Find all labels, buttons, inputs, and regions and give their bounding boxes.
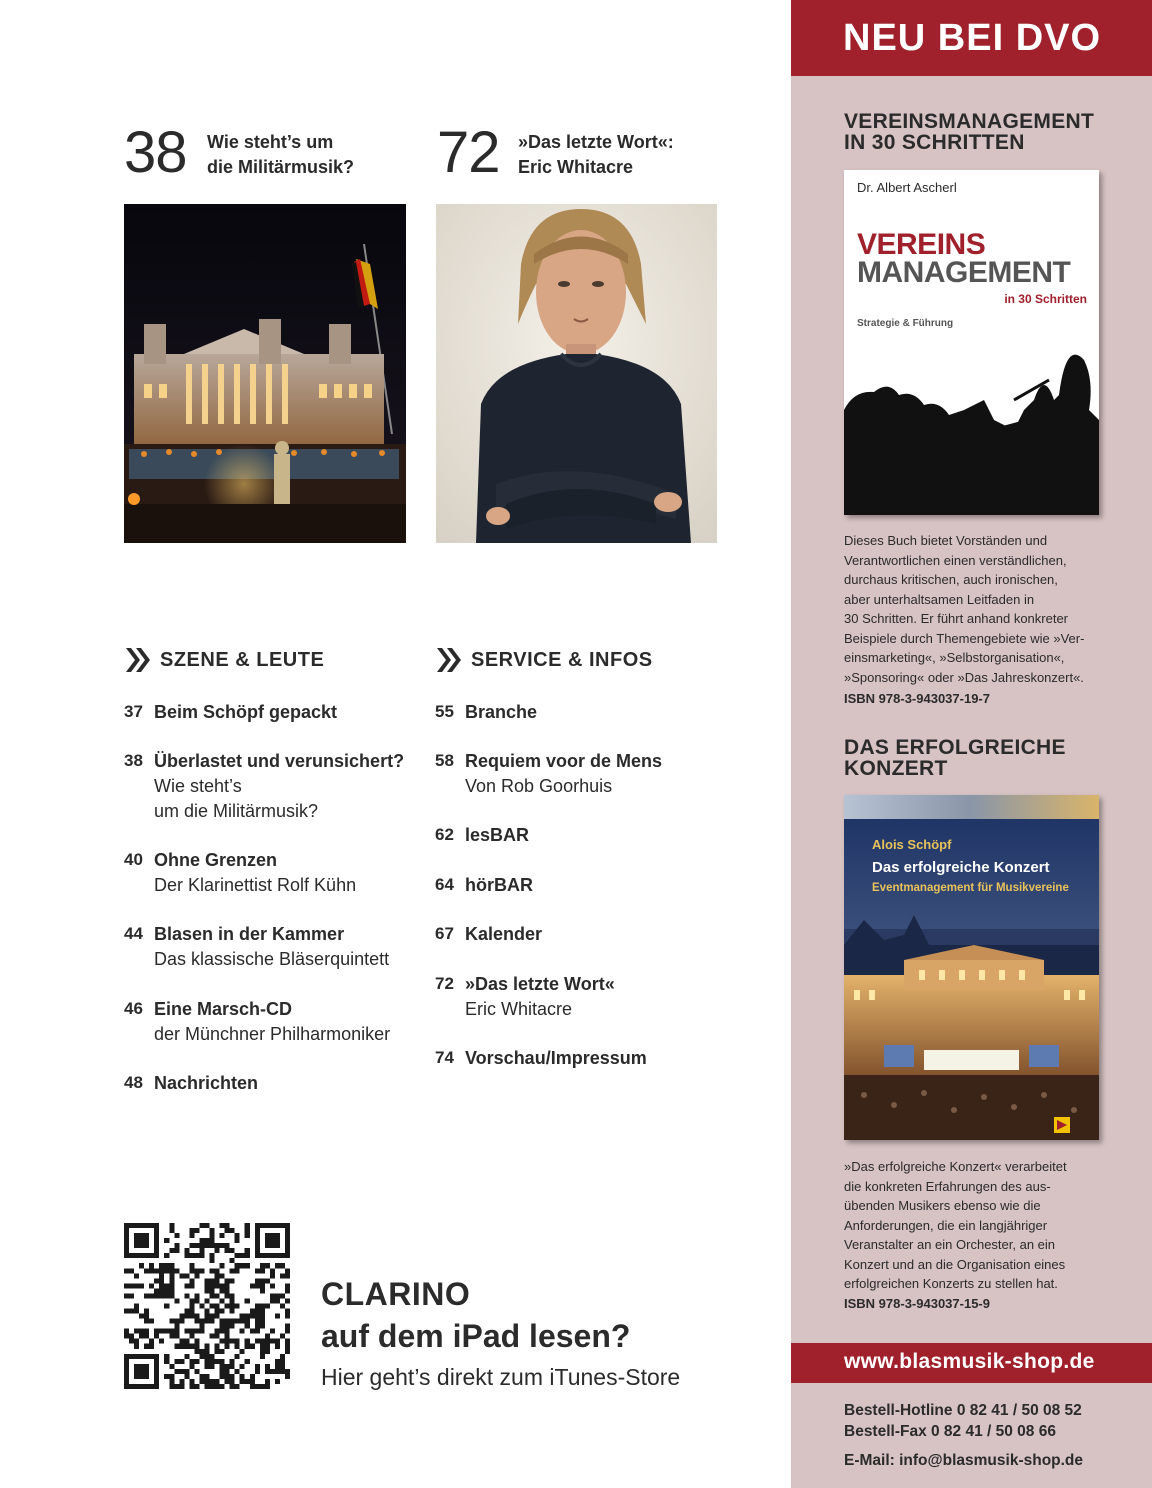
toc-item[interactable] bbox=[435, 700, 537, 725]
toc-subtitle: Von Rob Goorhuis bbox=[465, 776, 613, 796]
reichstag-photo[interactable] bbox=[124, 204, 406, 543]
contact-info bbox=[844, 1400, 1144, 1471]
toc-title: »Das letzte Wort« bbox=[465, 974, 615, 994]
toc-title: Branche bbox=[465, 702, 538, 722]
toc-title: lesBAR bbox=[465, 825, 530, 845]
desc-line: Anforderungen, die ein langjähriger bbox=[844, 1217, 1048, 1233]
book2-heading-line1: DAS ERFOLGREICHE bbox=[844, 736, 1066, 759]
hotline-text: Bestell-Hotline 0 82 41 / 50 08 52 bbox=[844, 1402, 1082, 1419]
section-heading-text: SERVICE & INFOS bbox=[471, 648, 653, 671]
book1-heading-line2: IN 30 SCHRITTEN bbox=[844, 131, 1025, 154]
toc-page-number: 48 bbox=[124, 1073, 143, 1092]
toc-subtitle: der Münchner Philharmoniker bbox=[154, 1024, 391, 1044]
toc-subtitle: Eric Whitacre bbox=[465, 999, 573, 1019]
sidebar-banner bbox=[791, 0, 1152, 76]
toc-page-number: 62 bbox=[435, 825, 454, 844]
toc-title: Requiem voor de Mens bbox=[465, 751, 663, 771]
book1-cover-author: Dr. Albert Ascherl bbox=[857, 180, 957, 195]
feature-title bbox=[207, 130, 407, 180]
desc-line: übenden Musikers ebenso wie die bbox=[844, 1198, 1041, 1213]
ipad-promo[interactable] bbox=[321, 1274, 771, 1394]
feature-page-number: 38 bbox=[124, 120, 187, 185]
toc-title: hörBAR bbox=[465, 875, 533, 895]
toc-page-number: 55 bbox=[435, 702, 454, 721]
fax-text: Bestell-Fax 0 82 41 / 50 08 66 bbox=[844, 1423, 1056, 1440]
feature-title bbox=[518, 130, 738, 180]
toc-subtitle: Wie steht’s bbox=[154, 776, 242, 796]
book1-heading-line1: VEREINSMANAGEMENT bbox=[844, 110, 1095, 133]
toc-title: Kalender bbox=[465, 924, 543, 944]
toc-title: Ohne Grenzen bbox=[154, 850, 278, 870]
toc-item[interactable] bbox=[435, 972, 615, 1022]
book1-description bbox=[844, 531, 1144, 687]
section-heading-text: SZENE & LEUTE bbox=[160, 648, 325, 671]
toc-page-number: 46 bbox=[124, 999, 143, 1018]
toc-item[interactable] bbox=[124, 1071, 258, 1096]
double-chevron-icon bbox=[435, 646, 463, 674]
desc-line: Konzert und an die Organisation eines bbox=[844, 1256, 1066, 1272]
qr-code-icon bbox=[124, 1223, 290, 1389]
book1-heading bbox=[844, 111, 1094, 153]
book2-cover-title: Das erfolgreiche Konzert bbox=[872, 859, 1050, 876]
book2-cover-author: Alois Schöpf bbox=[872, 837, 952, 852]
toc-page-number: 64 bbox=[435, 875, 454, 894]
toc-item[interactable] bbox=[435, 1046, 647, 1071]
book2-description bbox=[844, 1157, 1144, 1294]
desc-line: erfolgreichen Konzerts zu stellen hat. bbox=[844, 1276, 1058, 1291]
desc-line: Veranstalter an ein Orchester, an ein bbox=[844, 1237, 1056, 1252]
email-link[interactable]: E-Mail: info@blasmusik-shop.de bbox=[844, 1452, 1084, 1469]
qr-code[interactable] bbox=[124, 1223, 290, 1389]
toc-page-number: 37 bbox=[124, 702, 143, 721]
double-chevron-icon bbox=[124, 646, 152, 674]
toc-title: Beim Schöpf gepackt bbox=[154, 702, 338, 722]
desc-line: aber unterhaltsamen Leitfaden in bbox=[844, 591, 1035, 607]
feature-title-line1: Wie steht’s um bbox=[207, 132, 334, 152]
toc-page-number: 72 bbox=[435, 974, 454, 993]
feature-page-number: 72 bbox=[437, 120, 500, 185]
book1-cover-title2: MANAGEMENT bbox=[857, 256, 1071, 289]
sidebar bbox=[791, 0, 1152, 1488]
book2-heading-line2: KONZERT bbox=[844, 757, 948, 780]
book1-isbn: ISBN 978-3-943037-19-7 bbox=[844, 691, 990, 706]
toc-item[interactable] bbox=[435, 922, 542, 947]
toc-title: Blasen in der Kammer bbox=[154, 924, 345, 944]
toc-title: Eine Marsch-CD bbox=[154, 999, 293, 1019]
book2-cover-subtitle: Eventmanagement für Musikvereine bbox=[872, 882, 1069, 894]
toc-title: Überlastet und verunsichert? bbox=[154, 751, 405, 771]
feature-title-line2: die Militärmusik? bbox=[207, 157, 355, 177]
book2-cover[interactable] bbox=[844, 795, 1099, 1140]
eric-whitacre-photo[interactable] bbox=[436, 204, 717, 543]
toc-page-number: 58 bbox=[435, 751, 454, 770]
toc-subtitle: Der Klarinettist Rolf Kühn bbox=[154, 875, 357, 895]
toc-item[interactable] bbox=[124, 700, 337, 725]
desc-line: 30 Schritten. Er führt anhand konkreter bbox=[844, 611, 1069, 626]
toc-item[interactable] bbox=[124, 922, 389, 972]
feature-title-line1: »Das letzte Wort«: bbox=[518, 132, 674, 152]
desc-line: durchaus kritischen, auch ironischen, bbox=[844, 572, 1058, 587]
ipad-line2: auf dem iPad lesen? bbox=[321, 1318, 631, 1354]
toc-page-number: 67 bbox=[435, 924, 454, 943]
toc-item[interactable] bbox=[435, 749, 662, 799]
toc-title: Vorschau/Impressum bbox=[465, 1048, 647, 1068]
toc-subtitle: um die Militärmusik? bbox=[154, 801, 319, 821]
shop-band[interactable] bbox=[791, 1343, 1152, 1383]
desc-line: einsmarketing«, »Selbstorganisation«, bbox=[844, 650, 1065, 665]
toc-item[interactable] bbox=[435, 823, 529, 848]
book1-cover[interactable] bbox=[844, 170, 1099, 515]
toc-page-number: 38 bbox=[124, 751, 143, 770]
desc-line: »Das erfolgreiche Konzert« verarbeitet bbox=[844, 1159, 1067, 1174]
book2-heading bbox=[844, 737, 1066, 779]
book1-cover-title1: VEREINS bbox=[857, 228, 986, 261]
desc-line: Dieses Buch bietet Vorständen und bbox=[844, 533, 1048, 548]
toc-item[interactable] bbox=[124, 749, 404, 824]
feature-title-line2: Eric Whitacre bbox=[518, 157, 634, 177]
reichstag-image bbox=[124, 204, 406, 543]
book1-cover-tagline: Strategie & Führung bbox=[857, 318, 954, 329]
orchestra-silhouette bbox=[844, 340, 1099, 515]
toc-page-number: 74 bbox=[435, 1048, 454, 1067]
book1-cover-subtitle: in 30 Schritten bbox=[1004, 292, 1087, 306]
desc-line: Beispiele durch Themengebiete wie »Ver- bbox=[844, 630, 1085, 646]
desc-line: »Sponsoring« oder »Das Jahreskonzert«. bbox=[844, 669, 1084, 685]
section-heading-service-infos bbox=[435, 646, 653, 674]
ipad-line1: CLARINO bbox=[321, 1276, 471, 1312]
banner-title: NEU BEI DVO bbox=[843, 17, 1102, 59]
toc-page-number: 40 bbox=[124, 850, 143, 869]
ipad-line3: Hier geht’s direkt zum iTunes-Store bbox=[321, 1364, 681, 1390]
shop-url-link[interactable]: www.blasmusik-shop.de bbox=[844, 1350, 1095, 1373]
desc-line: die konkreten Erfahrungen des aus- bbox=[844, 1178, 1051, 1194]
book2-isbn: ISBN 978-3-943037-15-9 bbox=[844, 1296, 990, 1311]
portrait-image bbox=[436, 204, 717, 543]
toc-item[interactable] bbox=[435, 873, 533, 898]
toc-title: Nachrichten bbox=[154, 1073, 259, 1093]
desc-line: Verantwortlichen einen verständlichen, bbox=[844, 552, 1067, 568]
toc-page-number: 44 bbox=[124, 924, 143, 943]
toc-item[interactable] bbox=[124, 848, 356, 898]
toc-subtitle: Das klassische Bläserquintett bbox=[154, 949, 390, 969]
section-heading-szene-leute bbox=[124, 646, 324, 674]
toc-item[interactable] bbox=[124, 997, 390, 1047]
